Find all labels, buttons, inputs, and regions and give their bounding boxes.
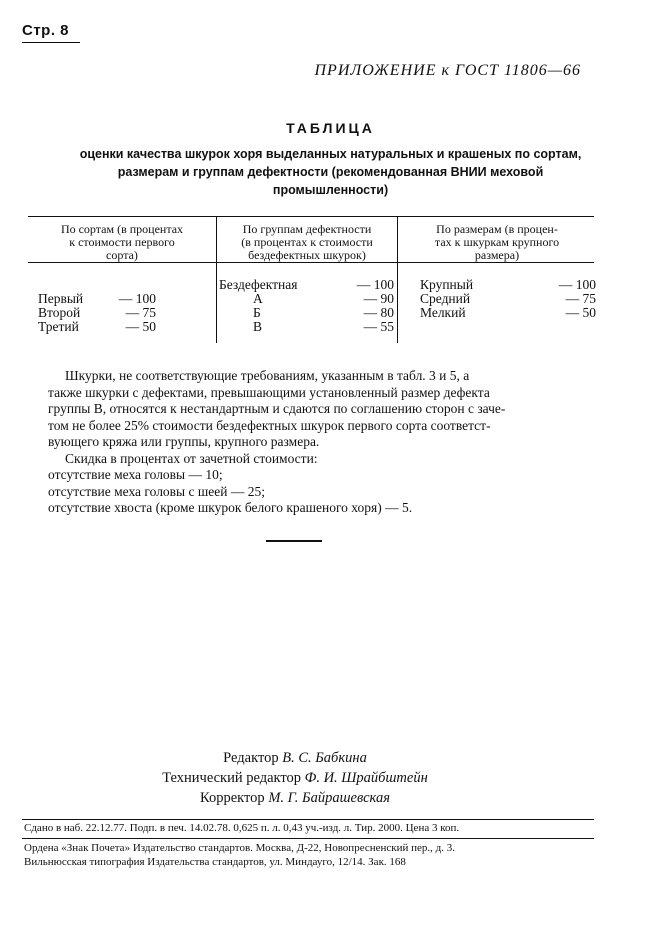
imprint-printer: Вильнюсская типография Издательства стандартов, ул. Миндауго, 12/14. Зак. 168 [24, 856, 406, 868]
credit-proofreader [130, 788, 460, 808]
table-subtitle-line: размерам и группам дефектности (рекомендованная ВНИИ меховой [117, 165, 544, 179]
credit-name: М. Г. Байрашевская [268, 790, 390, 806]
discount-intro: Скидка в процентах от зачетной стоимости: [65, 450, 318, 466]
table-top-rule [28, 216, 594, 217]
table-cell-value: — 90 [363, 291, 394, 306]
table-cell-label: Крупный [420, 277, 474, 292]
credit-tech-editor [130, 768, 460, 788]
table-cell-value: — 100 [118, 291, 156, 306]
imprint-print-details: Сдано в наб. 22.12.77. Подп. в печ. 14.02.78. 0,625 п. л. 0,43 уч.-изд. л. Тир. 2000. Цена 3 коп. [24, 822, 460, 834]
paragraph-line: том не более 25% стоимости бездефектных шкурок первого сорта соответст- [48, 417, 491, 433]
credit-name: Ф. И. Шрайбштейн [304, 770, 428, 786]
column-header-defects [218, 223, 396, 262]
credit-role: Технический редактор [162, 770, 305, 786]
table-header-rule [28, 262, 594, 263]
header-line: По группам дефектности [242, 222, 372, 236]
table-cell-value: — 100 [558, 277, 596, 292]
imprint-top-rule [22, 819, 594, 820]
table-title: ТАБЛИЦА [286, 120, 375, 136]
header-line: (в процентах к стоимости [241, 235, 373, 249]
table-cell-label: Третий [38, 319, 79, 334]
table-cell-value: — 100 [356, 277, 394, 292]
section-end-rule [266, 540, 322, 542]
table-subtitle [20, 145, 641, 199]
table-cell-label: А [253, 291, 263, 306]
header-line: тах к шкуркам крупного [434, 235, 560, 249]
header-line: к стоимости первого [69, 235, 175, 249]
imprint-rule [22, 838, 594, 839]
table-cell-label: Мелкий [420, 305, 466, 320]
paragraph-line: вующего кряжа или группы, крупного размера. [48, 434, 320, 449]
column-header-size [400, 223, 594, 262]
header-line: По сортам (в процентах [60, 222, 184, 236]
table-cell-value: — 50 [565, 305, 596, 320]
credit-role: Редактор [223, 750, 283, 766]
table-cell-value: — 55 [363, 319, 394, 334]
table-cell-label: Средний [420, 291, 471, 306]
table-column-divider [216, 216, 217, 343]
table-cell-value: — 75 [125, 305, 156, 320]
header-line: размера) [474, 248, 520, 262]
table-column-divider [397, 216, 398, 343]
discount-item: отсутствие хвоста (кроме шкурок белого крашеного хоря) — 5. [48, 500, 413, 515]
paragraph-line: группы В, относятся к нестандартным и сдаются по соглашению сторон с заче- [48, 401, 506, 416]
credit-name: В. С. Бабкина [282, 750, 367, 766]
credit-role: Корректор [200, 790, 269, 806]
discount-item: отсутствие меха головы с шеей — 25; [48, 483, 265, 499]
discount-item: отсутствие меха головы — 10; [48, 467, 223, 482]
header-line: По размерам (в процен- [436, 222, 558, 236]
body-text [48, 368, 594, 517]
appendix-title: ПРИЛОЖЕНИЕ к ГОСТ 11806—66 [314, 62, 581, 79]
page-number: Стр. 8 [22, 22, 70, 39]
table-cell-label: В [253, 319, 263, 334]
table-cell-value: — 50 [125, 319, 156, 334]
table-cell-value: — 80 [363, 305, 394, 320]
page-number-underline [22, 42, 80, 43]
column-header-sort [30, 223, 214, 262]
header-line: бездефектных шкурок) [248, 248, 366, 262]
table-cell-label: Б [253, 305, 261, 320]
table-cell-value: — 75 [565, 291, 596, 306]
imprint-publisher: Ордена «Знак Почета» Издательство стандартов. Москва, Д-22, Новопресненский пер., д. 3. [24, 842, 456, 854]
paragraph-line: также шкурки с дефектами, превышающими установленный размер дефекта [48, 384, 490, 400]
header-line: сорта) [106, 248, 138, 262]
credit-editor [130, 748, 460, 768]
credits [130, 748, 460, 808]
table-cell-label: Бездефектная [219, 277, 298, 292]
table-subtitle-line: промышленности) [272, 183, 389, 197]
table-cell-label: Второй [38, 305, 81, 320]
table-cell-label: Первый [38, 291, 84, 306]
table-subtitle-line: оценки качества шкурок хоря выделанных натуральных и крашеных по сортам, [79, 147, 582, 161]
paragraph-line: Шкурки, не соответствующие требованиям, указанным в табл. 3 и 5, а [65, 368, 470, 383]
